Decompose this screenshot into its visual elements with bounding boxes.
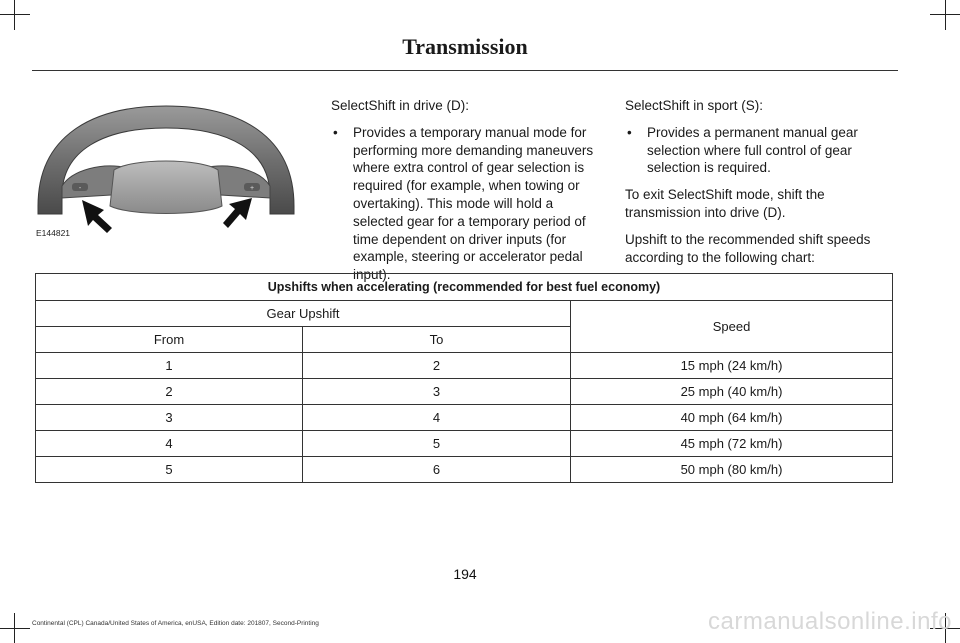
crop-mark <box>945 0 946 30</box>
to-cell: 6 <box>303 457 571 483</box>
svg-text:-: - <box>78 185 82 192</box>
table-row <box>36 379 893 405</box>
bullet-list <box>331 124 602 284</box>
left-column <box>331 97 602 293</box>
table-row <box>36 405 893 431</box>
bullet-icon: • <box>627 124 632 140</box>
list-item-text: Provides a temporary manual mode for performing more demanding maneuvers where extra control of gear selection is required (for example, when towing or overtaking). This mode will hold a selected gear for a temporary period of time dependent on driver inputs (for example, steering or accelerator pedal input). <box>353 124 594 283</box>
to-cell: 5 <box>303 431 571 457</box>
speed-cell: 40 mph (64 km/h) <box>571 405 893 431</box>
speed-cell: 50 mph (80 km/h) <box>571 457 893 483</box>
list-item <box>331 124 602 284</box>
from-cell: 2 <box>36 379 303 405</box>
upshift-table <box>35 273 893 483</box>
from-cell: 5 <box>36 457 303 483</box>
watermark: carmanualsonline.info <box>708 608 952 635</box>
to-cell: 4 <box>303 405 571 431</box>
table-row <box>36 431 893 457</box>
table-row <box>36 353 893 379</box>
from-header: From <box>36 327 303 353</box>
from-cell: 1 <box>36 353 303 379</box>
section-heading: SelectShift in sport (S): <box>625 98 764 113</box>
crop-mark <box>14 0 15 30</box>
speed-cell: 25 mph (40 km/h) <box>571 379 893 405</box>
figure-code: E144821 <box>36 228 71 238</box>
to-header: To <box>303 327 571 353</box>
crop-mark <box>0 628 30 629</box>
footer-text: Continental (CPL) Canada/United States of America, enUSA, Edition date: 201807, Second-Printing <box>32 620 319 627</box>
from-cell: 4 <box>36 431 303 457</box>
section-heading: SelectShift in drive (D): <box>331 98 470 113</box>
speed-cell: 15 mph (24 km/h) <box>571 353 893 379</box>
header-divider <box>32 70 898 71</box>
page-title: Transmission <box>402 34 528 59</box>
from-cell: 3 <box>36 405 303 431</box>
speed-header: Speed <box>571 301 893 353</box>
table-caption: Upshifts when accelerating (recommended for best fuel economy) <box>36 274 893 301</box>
speed-cell: 45 mph (72 km/h) <box>571 431 893 457</box>
right-column <box>625 97 893 275</box>
paragraph: To exit SelectShift mode, shift the transmission into drive (D). <box>625 187 825 220</box>
crop-mark <box>930 14 960 15</box>
to-cell: 3 <box>303 379 571 405</box>
bullet-icon: • <box>333 124 338 140</box>
to-cell: 2 <box>303 353 571 379</box>
steering-wheel-illustration <box>32 88 300 238</box>
page-number: 194 <box>453 566 477 582</box>
table-row <box>36 457 893 483</box>
gear-upshift-header: Gear Upshift <box>36 301 571 327</box>
svg-text:+: + <box>249 185 255 192</box>
list-item-text: Provides a permanent manual gear selection where full control of gear selection is required. <box>647 124 858 176</box>
list-item <box>625 124 893 177</box>
paragraph: Upshift to the recommended shift speeds according to the following chart: <box>625 231 871 265</box>
crop-mark <box>0 14 30 15</box>
bullet-list <box>625 124 893 177</box>
